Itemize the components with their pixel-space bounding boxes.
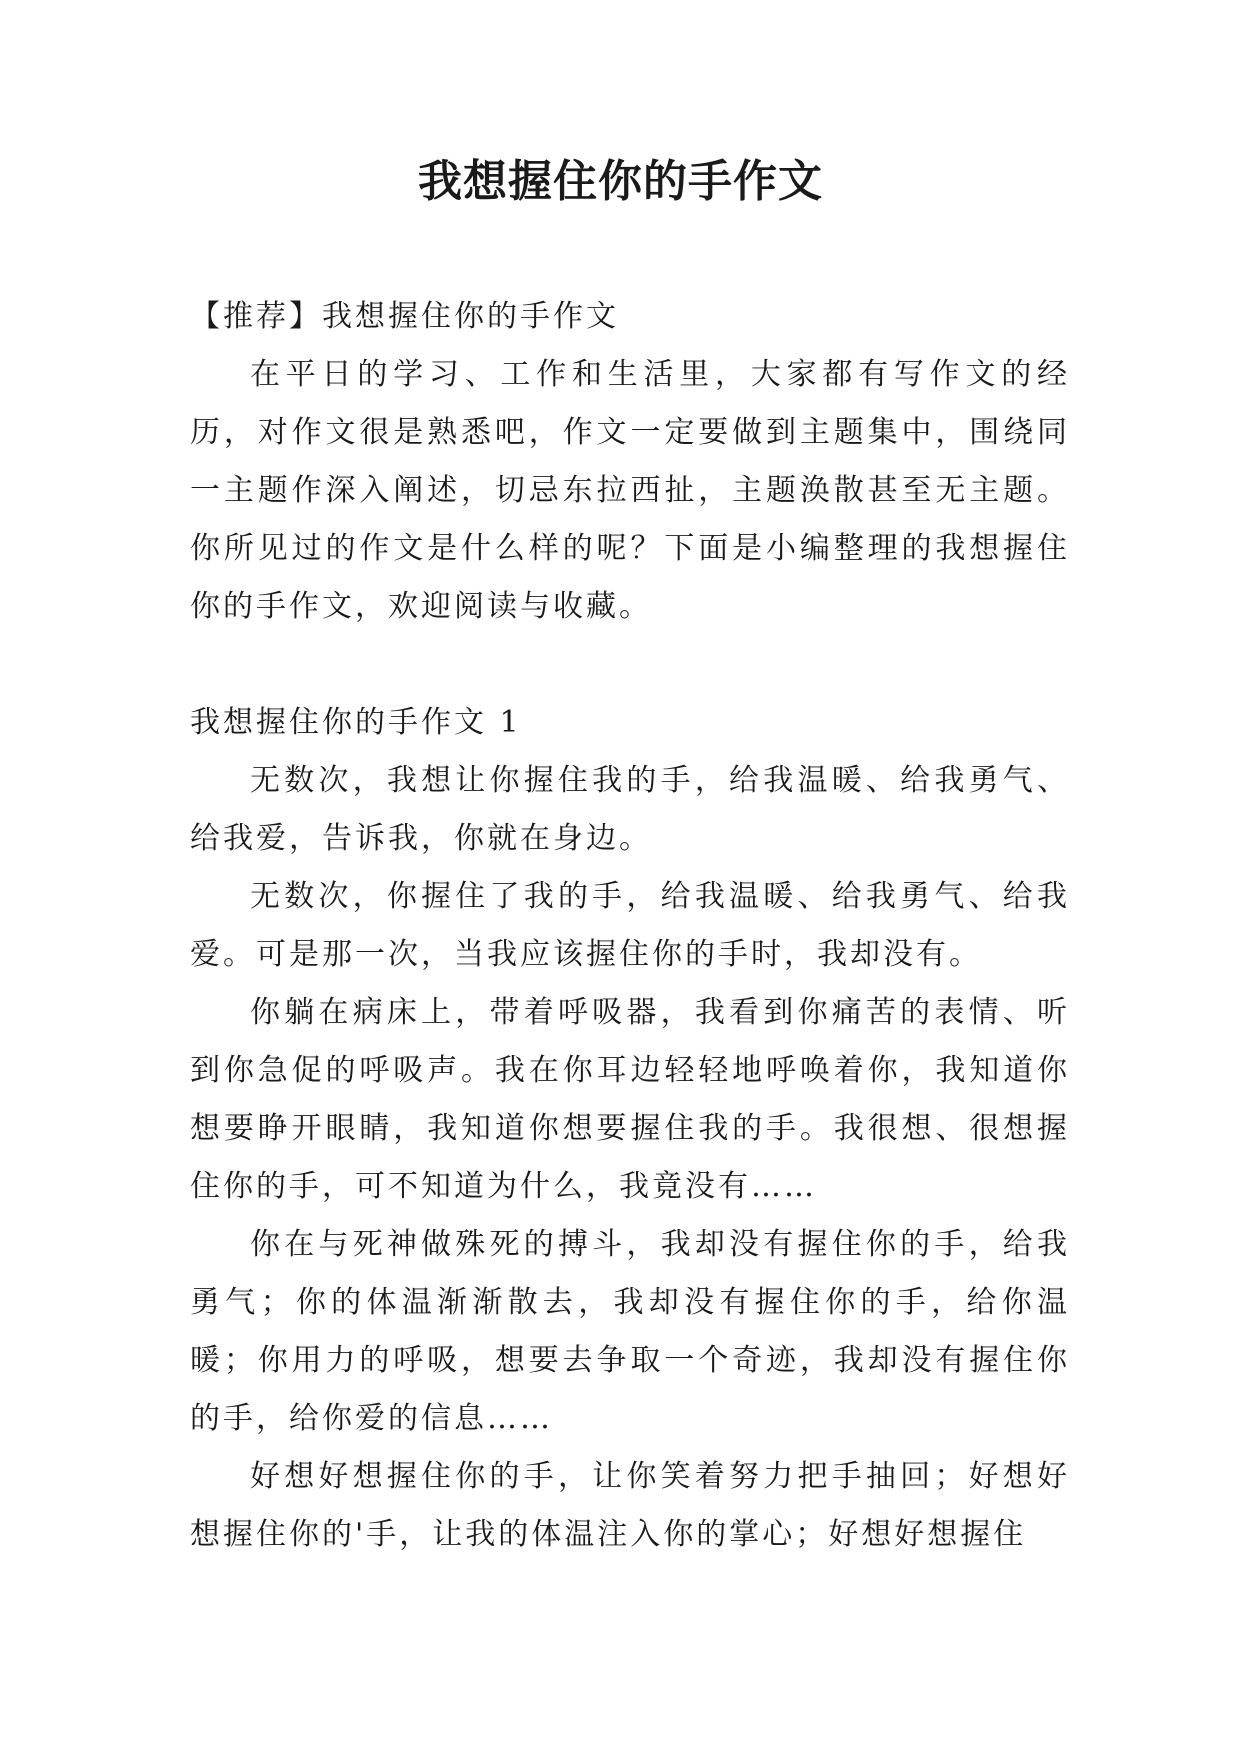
body-paragraph-5: 好想好想握住你的手，让你笑着努力把手抽回；好想好想握住你的'手，让我的体温注入你的掌心；好想好想握住 [190,1459,1070,1552]
body-paragraph-4: 你在与死神做殊死的搏斗，我却没有握住你的手，给我勇气；你的体温渐渐散去，我却没有握住你的手，给你温暖；你用力的呼吸，想要去争取一个奇迹，我却没有握住你的手，给你爱的信息…… [190,1227,1070,1436]
document-title: 我想握住你的手作文 [418,156,823,207]
recommend-line: 【推荐】我想握住你的手作文 [190,299,619,334]
intro-paragraph: 在平日的学习、工作和生活里，大家都有写作文的经历，对作文很是熟悉吧，作文一定要做到主题集中，围绕同一主题作深入阐述，切忌东拉西扯，主题涣散甚至无主题。你所见过的作文是什么样的呢？下面是小编整理的我想握住你的手作文，欢迎阅读与收藏。 [190,357,1070,624]
body-paragraph-2: 无数次，你握住了我的手，给我温暖、给我勇气、给我爱。可是那一次，当我应该握住你的手时，我却没有。 [190,879,1070,972]
document-body [190,288,1070,1564]
body-paragraph-1: 无数次，我想让你握住我的手，给我温暖、给我勇气、给我爱，告诉我，你就在身边。 [190,763,1070,856]
section-heading: 我想握住你的手作文 1 [190,705,522,740]
body-paragraph-3: 你躺在病床上，带着呼吸器，我看到你痛苦的表情、听到你急促的呼吸声。我在你耳边轻轻地呼唤着你，我知道你想要睁开眼睛，我知道你想要握住我的手。我很想、很想握住你的手，可不知道为什么，我竟没有…… [190,995,1070,1204]
